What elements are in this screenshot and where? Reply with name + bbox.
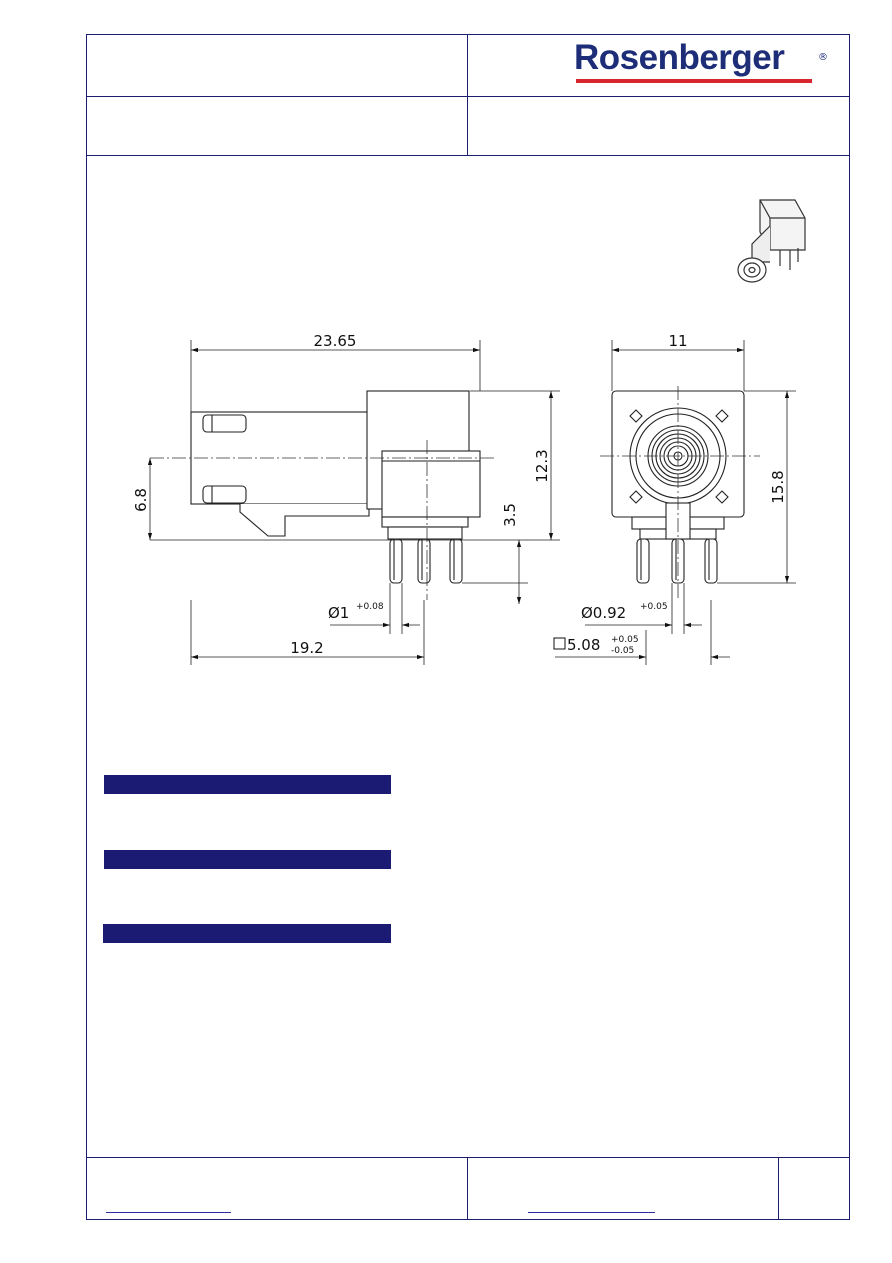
dim-pin-length: 3.5 — [501, 503, 519, 527]
side-view — [191, 391, 480, 583]
dim-pin-pitch: 5.08 — [567, 636, 601, 654]
dim-body-height: 12.3 — [533, 449, 551, 483]
dim-axis-height: 6.8 — [132, 488, 150, 512]
dim-overall-length: 23.65 — [313, 332, 357, 350]
square-symbol — [554, 638, 565, 649]
dim-pin-pitch-tol-upper: +0.05 — [611, 635, 639, 645]
dim-total-height: 15.8 — [769, 470, 787, 504]
dim-pin-offset: 19.2 — [290, 639, 324, 657]
section-bar-1 — [104, 775, 391, 794]
footer-link-left[interactable] — [106, 1212, 231, 1213]
connector-3d-thumbnail — [738, 200, 805, 282]
section-bar-2 — [104, 850, 391, 869]
dim-pin-diameter: Ø1 — [328, 604, 350, 622]
dim-pin-pitch-tol-lower: -0.05 — [611, 646, 635, 656]
dim-front-pin-diameter-tol: +0.05 — [640, 602, 668, 612]
brand-name: Rosenberger — [574, 38, 785, 77]
dim-pin-diameter-tol: +0.08 — [356, 602, 384, 612]
footer-link-right[interactable] — [528, 1212, 655, 1213]
registered-mark: ® — [818, 52, 828, 63]
dim-width: 11 — [668, 332, 688, 350]
section-bar-3 — [103, 924, 391, 943]
dim-front-pin-diameter: Ø0.92 — [581, 604, 627, 622]
